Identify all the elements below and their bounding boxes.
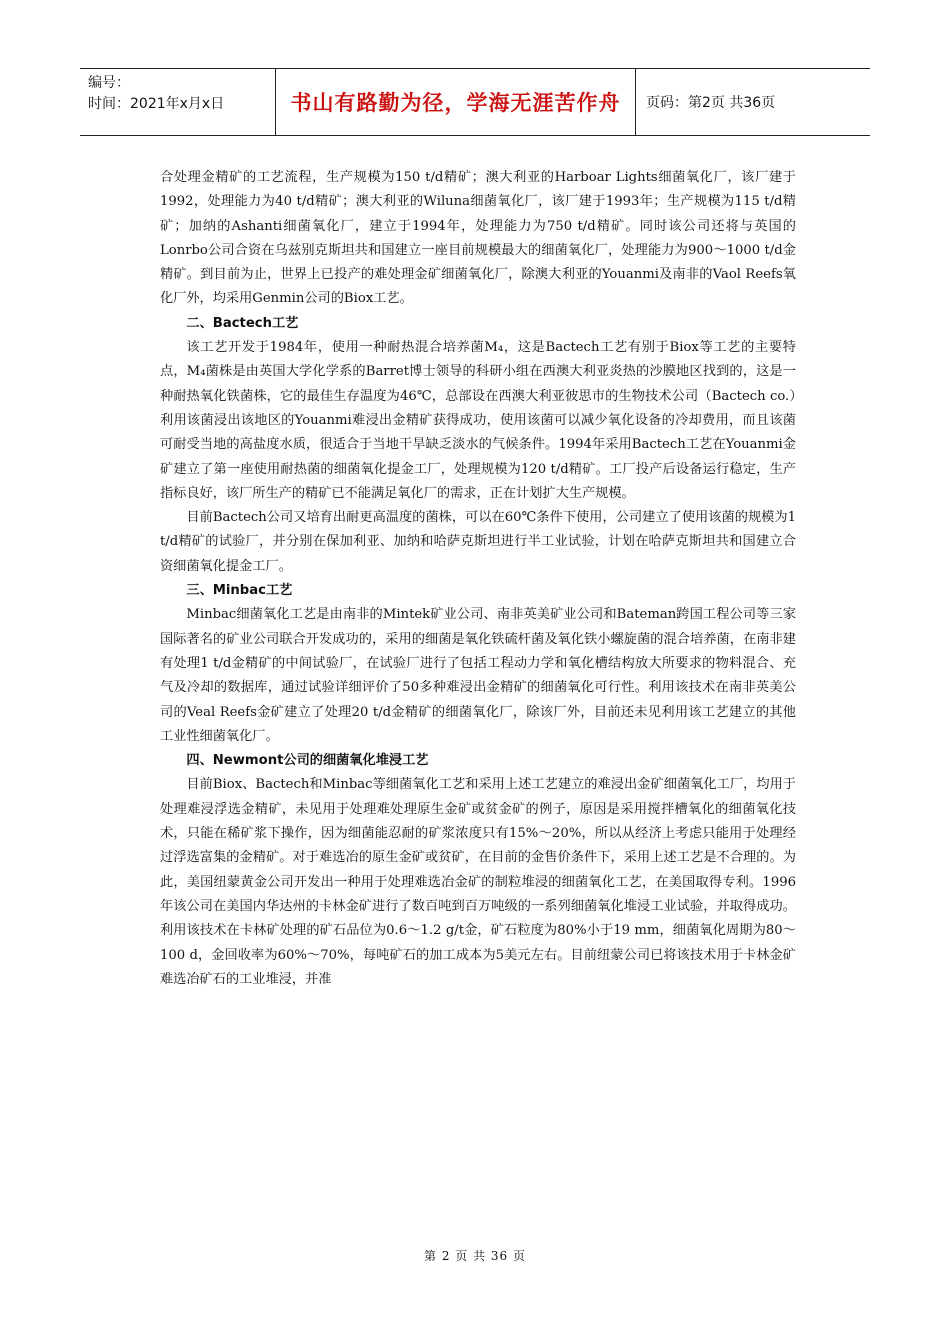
header-motto: 书山有路勤为径，学海无涯苦作舟: [276, 69, 636, 135]
paragraph: 该工艺开发于1984年，使用一种耐热混合培养菌M₄，这是Bactech工艺有别于Biox等工艺的主要特点，M₄菌株是由英国大学化学系的Barret博士领导的科研小组在西澳大利亚炎热的沙膜地区找到的，这是一种耐热氧化铁菌株，它的最佳生存温度为46℃，总部设在西澳大利亚彼思市的生物技术公司（Bactech co.）利用该菌浸出该地区的Youanmi难浸出金精矿获得成功，使用该菌可以减少氧化设备的冷却费用，而且该菌可耐受当地的高盐度水质，很适合于当地干旱缺乏淡水的气候条件。1994年采用Bactech工艺在Youanmi金矿建立了第一座使用耐热菌的细菌氧化提金工厂，处理规模为120 t/d精矿。工厂投产后设备运行稳定，生产指标良好，该厂所生产的精矿已不能满足氧化厂的需求，正在计划扩大生产规模。: [160, 340, 796, 501]
header-meta: [80, 69, 276, 135]
paragraph: 目前Bactech公司又培育出耐更高温度的菌株，可以在60℃条件下使用，公司建立了使用该菌的规模为1 t/d精矿的试验厂，并分别在保加利亚、加纳和哈萨克斯坦进行半工业试验，计划在哈萨克斯坦共和国建立合资细菌氧化提金工厂。: [160, 510, 796, 574]
document-body: [160, 166, 796, 992]
section-heading-bactech: 二、Bactech工艺: [186, 315, 299, 331]
paragraph: 目前Biox、Bactech和Minbac等细菌氧化工艺和采用上述工艺建立的难浸出金矿细菌氧化工厂，均用于处理难浸浮选金精矿，未见用于处理难处理原生金矿或贫金矿的例子，原因是采用搅拌槽氧化的细菌氧化技术，只能在稀矿浆下操作，因为细菌能忍耐的矿浆浓度只有15%～20%，所以从经济上考虑只能用于处理经过浮选富集的金精矿。对于难选冶的原生金矿或贫矿，在目前的金售价条件下，采用上述工艺是不合理的。为此，美国纽蒙黄金公司开发出一种用于处理难选冶金矿的制粒堆浸的细菌氧化工艺，在美国取得专利。1996年该公司在美国内华达州的卡林金矿进行了数百吨到百万吨级的一系列细菌氧化堆浸工业试验，并取得成功。利用该技术在卡林矿处理的矿石品位为0.6～1.2 g/t金，矿石粒度为80%小于19 mm，细菌氧化周期为80～100 d，金回收率为60%～70%，每吨矿石的加工成本为5美元左右。目前纽蒙公司已将该技术用于卡林金矿难选冶矿石的工业堆浸，并准: [160, 777, 796, 987]
document-date: 时间：2021年x月x日: [88, 96, 225, 112]
section-heading-newmont: 四、Newmont公司的细菌氧化堆浸工艺: [186, 753, 429, 769]
page-header: [80, 68, 870, 136]
paragraph: Minbac细菌氧化工艺是由南非的Mintek矿业公司、南非英美矿业公司和Bateman跨国工程公司等三家国际著名的矿业公司联合开发成功的，采用的细菌是氧化铁硫杆菌及氧化铁小螺旋菌的混合培养菌，在南非建有处理1 t/d金精矿的中间试验厂，在试验厂进行了包括工程动力学和氧化槽结构放大所要求的物料混合、充气及冷却的数据库，通过试验详细评价了50多种难浸出金精矿的细菌氧化可行性。利用该技术在南非英美公司的Veal Reefs金矿建立了处理20 t/d金精矿的细菌氧化厂，除该厂外，目前还未见利用该工艺建立的其他工业性细菌氧化厂。: [160, 607, 796, 744]
header-page-info: 页码：第2页 共36页: [646, 95, 776, 111]
page-footer: 第 2 页 共 36 页: [424, 1249, 526, 1263]
section-heading-minbac: 三、Minbac工艺: [186, 583, 293, 599]
document-number-label: 编号：: [88, 75, 130, 91]
paragraph: 合处理金精矿的工艺流程，生产规模为150 t/d精矿；澳大利亚的Harboar Lights细菌氧化厂，该厂建于1992，处理能力为40 t/d精矿；澳大利亚的Wiluna细菌氧化厂，该厂建于1993年；生产规模为115 t/d精矿；加纳的Ashanti细菌氧化厂，建立于1994年，处理能力为750 t/d精矿。同时该公司还将与英国的Lonrbo公司合资在乌兹别克斯坦共和国建立一座目前规模最大的细菌氧化厂，处理能力为900～1000 t/d金精矿。到目前为止，世界上已投产的难处理金矿细菌氧化厂，除澳大利亚的Youanmi及南非的Vaol Reefs氧化厂外，均采用Genmin公司的Biox工艺。: [160, 170, 796, 307]
